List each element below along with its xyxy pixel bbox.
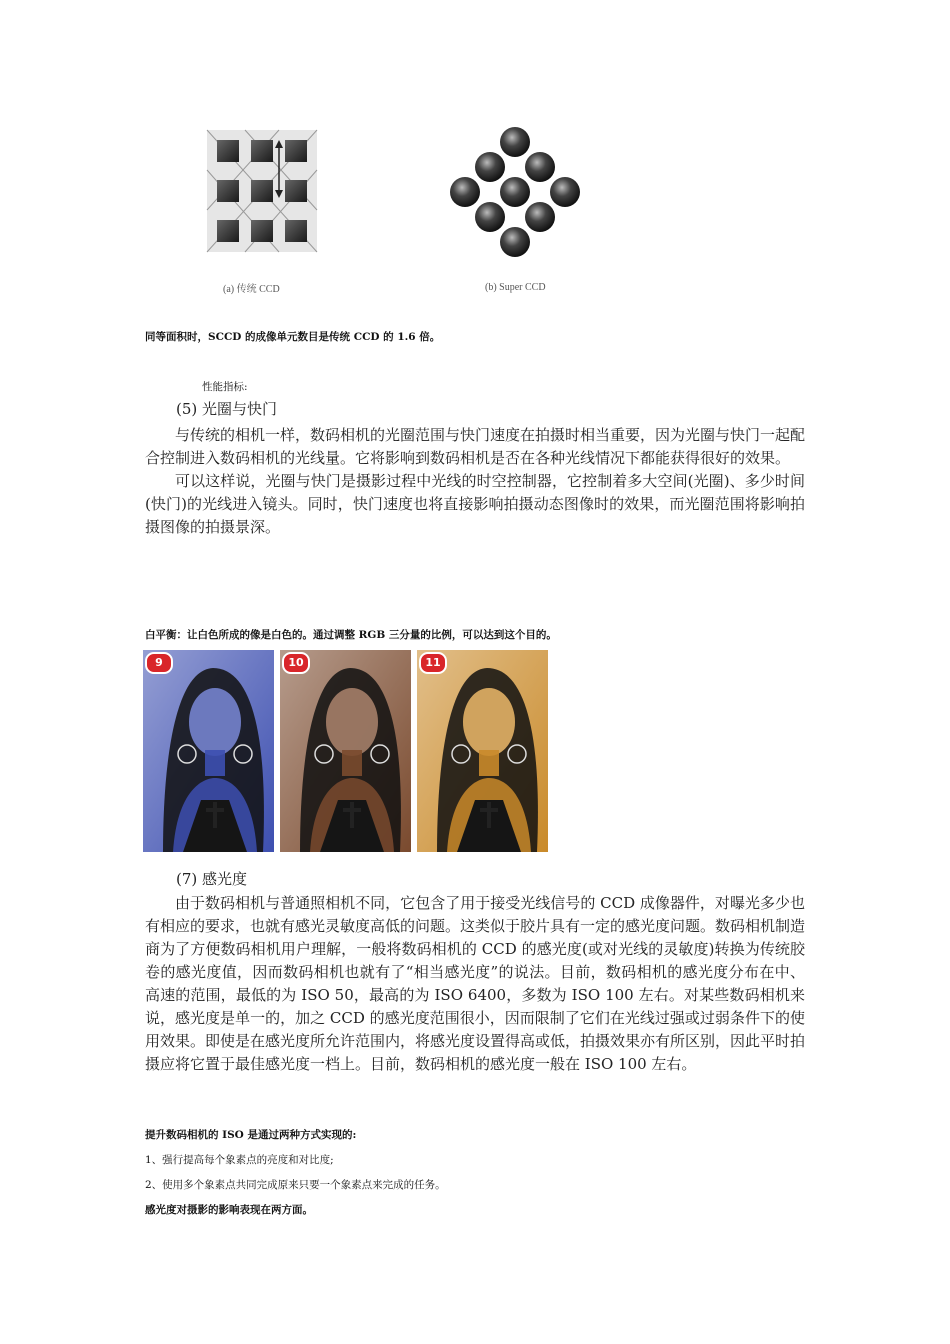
super-ccd-grid [450, 127, 580, 257]
section5-para2: 可以这样说，光圈与快门是摄影过程中光线的时空控制器，它控制着多大空间(光圈)、多少时间(快门)的光线进入镜头。同时，快门速度也将直接影响拍摄动态图像时的效果，而光圈范围将影响拍摄图像的拍摄景深。 [145, 472, 805, 536]
portrait-photo-10 [280, 650, 411, 852]
final-note: 感光度对摄影的影响表现在两方面。 [145, 1204, 313, 1216]
ccd-diagram [195, 120, 595, 300]
photo-badge: 10 [282, 652, 310, 674]
caption-super-ccd: (b) Super CCD [485, 282, 546, 293]
section5-title: (5) 光圈与快门 [176, 400, 278, 418]
portrait-photo-11 [417, 650, 548, 852]
photo-badge: 11 [419, 652, 447, 674]
photo-panel [417, 650, 548, 852]
iso-heading: 提升数码相机的 ISO 是通过两种方式实现的: [145, 1129, 357, 1141]
photo-badge: 9 [145, 652, 173, 674]
section5-para1: 与传统的相机一样，数码相机的光圈范围与快门速度在拍摄时相当重要，因为光圈与快门一起配合控制进入数码相机的光线量。它将影响到数码相机是否在各种光线情况下都能获得很好的效果。 [145, 426, 806, 467]
ccd-figure [195, 120, 595, 300]
section7-title: (7) 感光度 [176, 870, 248, 888]
white-balance-photos [143, 650, 549, 852]
section7-para: 由于数码相机与普通照相机不同，它包含了用于接受光线信号的 CCD 成像器件，对曝光多少也有相应的要求，也就有感光灵敏度高低的问题。这类似于胶片具有一定的感光度问题。数码相机制造商为了方便数码相机用户理解，一般将数码相机的 CCD 的感光度(或对光线的灵敏度)转换为传统胶卷的感光度值，因而数码相机也就有了“相当感光度”的说法。目前，数码相机的感光度分布在中、高速的范围，最低的为 ISO 50，最高的为 ISO 6400，多数为 ISO 100 左右。对某些数码相机来说，感光度是单一的，加之 CCD 的感光度范围很小，因而限制了它们在光线过强或过弱条件下的使用效果。即使是在感光度所允许范围内，将感光度设置得高或低，拍摄效果亦有所区别，因此平时拍摄应将它置于最佳感光度一档上。目前，数码相机的感光度一般在 ISO 100 左右。 [145, 894, 806, 1073]
perf-heading: 性能指标: [202, 381, 248, 393]
section5-body [145, 424, 805, 539]
caption-traditional-ccd: (a) 传统 CCD [223, 284, 280, 295]
iso-list-item-2: 2、使用多个象素点共同完成原来只要一个象素点来完成的任务。 [145, 1179, 446, 1191]
photo-panel [280, 650, 411, 852]
white-balance-note: 白平衡：让白色所成的像是白色的。通过调整 RGB 三分量的比例，可以达到这个目的。 [145, 629, 557, 641]
photo-panel [143, 650, 274, 852]
sccd-note: 同等面积时，SCCD 的成像单元数目是传统 CCD 的 1.6 倍。 [145, 331, 441, 343]
section7-body [145, 892, 805, 1076]
traditional-ccd-grid [207, 130, 317, 252]
iso-list-item-1: 1、强行提高每个象素点的亮度和对比度; [145, 1154, 334, 1166]
portrait-photo-9 [143, 650, 274, 852]
